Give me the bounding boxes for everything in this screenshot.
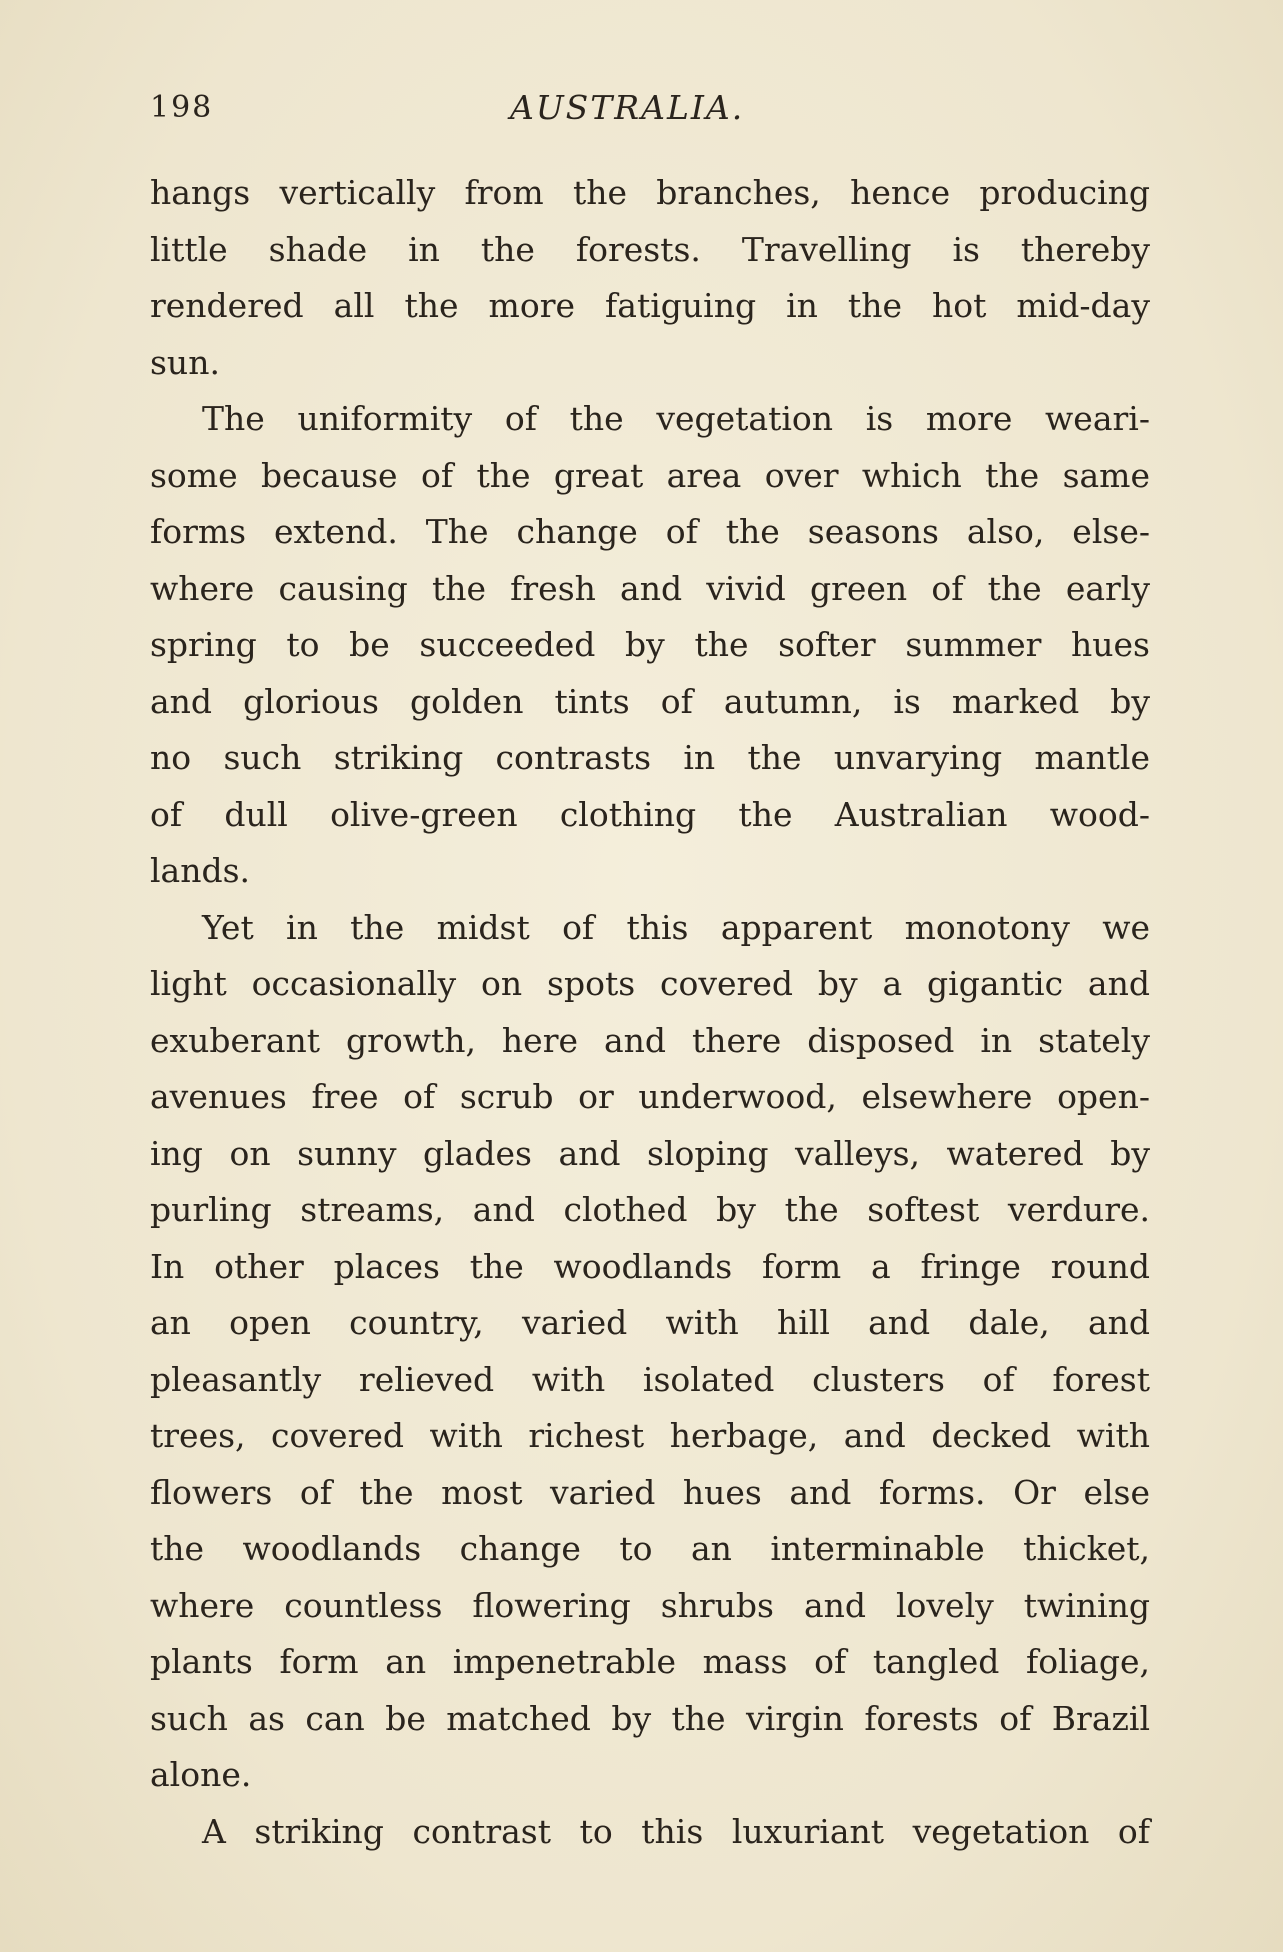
text-line: little shade in the forests. Travelling is thereby [150, 229, 1150, 269]
text-line: the woodlands change to an interminable thicket, [150, 1529, 1150, 1568]
text-line: avenues free of scrub or underwood, elsewhere open- [150, 1077, 1150, 1116]
text-line: In other places the woodlands form a fringe round [150, 1246, 1150, 1286]
page-number: 198 [150, 90, 214, 125]
running-head [150, 78, 1150, 138]
text-line: trees, covered with richest herbage, and decked with [150, 1416, 1150, 1455]
text-line: ing on sunny glades and sloping valleys, watered by [150, 1133, 1150, 1173]
body-text [150, 165, 1150, 1860]
text-line: rendered all the more fatiguing in the hot mid-day [150, 286, 1150, 325]
text-line: hangs vertically from the branches, hence producing [150, 173, 1150, 212]
text-line: where causing the fresh and vivid green of the early [150, 568, 1150, 608]
text-line: exuberant growth, here and there disposed in stately [150, 1020, 1150, 1060]
text-line: pleasantly relieved with isolated clusters of forest [150, 1359, 1150, 1399]
text-line: sun. [150, 342, 220, 382]
text-line: spring to be succeeded by the softer summer hues [150, 625, 1150, 664]
text-line: where countless flowering shrubs and lovely twining [150, 1585, 1150, 1625]
text-line: Yet in the midst of this apparent monotony we [202, 907, 1150, 947]
text-line: lands. [150, 851, 251, 890]
text-line: and glorious golden tints of autumn, is marked by [150, 681, 1150, 721]
text-line: some because of the great area over which the same [150, 455, 1150, 495]
text-line: plants form an impenetrable mass of tangled foliage, [150, 1642, 1150, 1681]
text-line: an open country, varied with hill and dale, and [150, 1303, 1150, 1342]
text-line: such as can be matched by the virgin forests of Brazil [150, 1698, 1150, 1738]
text-line: purling streams, and clothed by the softest verdure. [150, 1190, 1150, 1229]
text-line: forms extend. The change of the seasons also, else- [150, 512, 1150, 551]
text-line: alone. [150, 1755, 252, 1794]
text-line: flowers of the most varied hues and forms. Or else [150, 1472, 1150, 1512]
text-line: no such striking contrasts in the unvarying mantle [150, 738, 1150, 777]
text-line: The uniformity of the vegetation is more weari- [202, 399, 1150, 438]
text-line: of dull olive-green clothing the Australian wood- [150, 794, 1150, 834]
text-line: A striking contrast to this luxuriant vegetation of [202, 1811, 1150, 1851]
running-title: AUSTRALIA. [510, 88, 745, 127]
text-line: light occasionally on spots covered by a gigantic and [150, 964, 1150, 1003]
